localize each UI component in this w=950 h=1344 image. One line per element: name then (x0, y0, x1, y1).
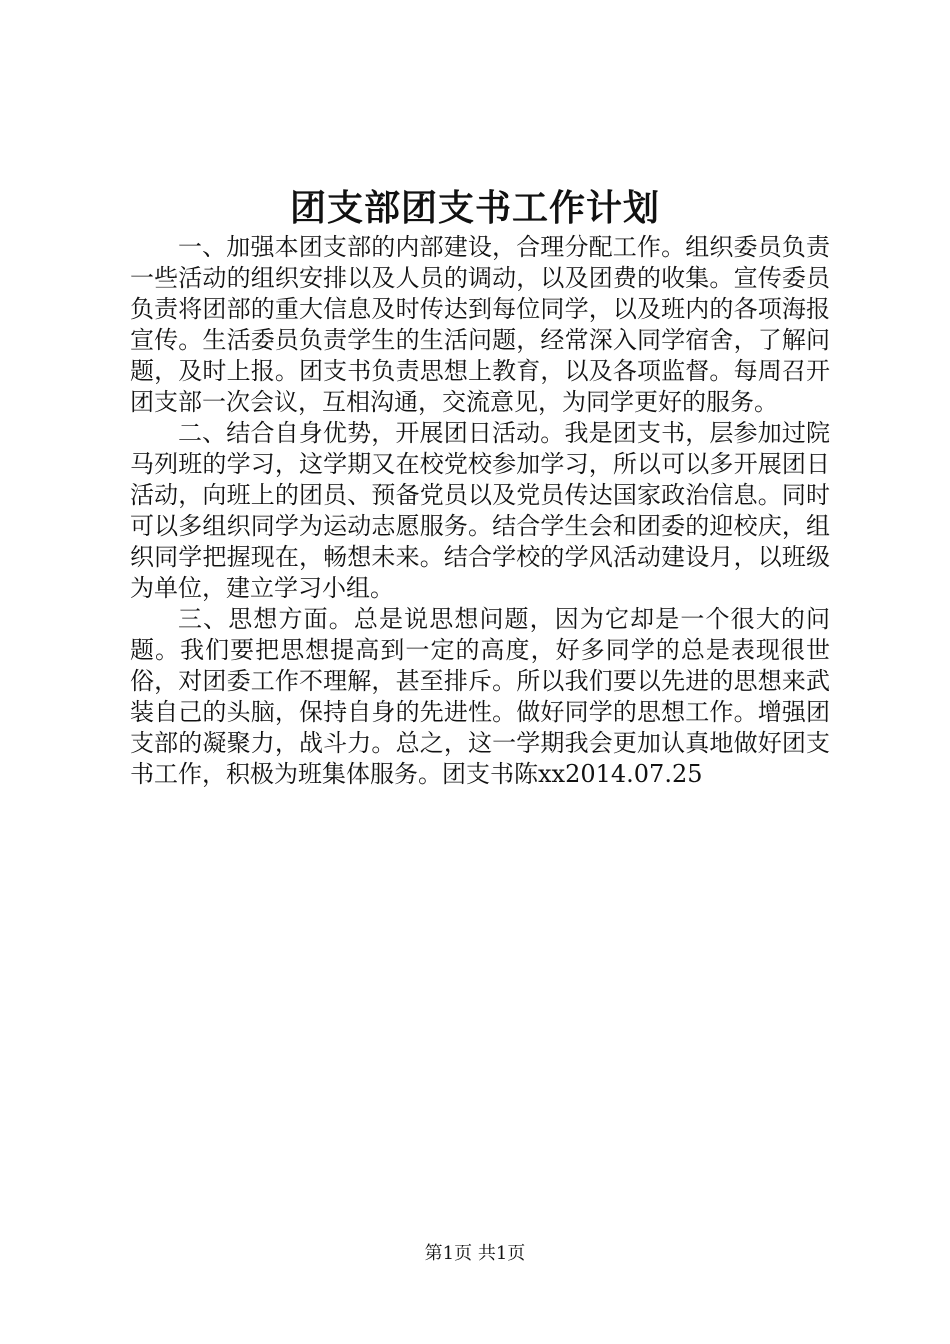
document-body (130, 232, 830, 790)
document-title: 团支部团支书工作计划 (289, 187, 660, 229)
paragraph-2: 二、结合自身优势，开展团日活动。我是团支书，层参加过院马列班的学习，这学期又在校党校参加学习，所以可以多开展团日活动，向班上的团员、预备党员以及党员传达国家政治信息。同时可以多组织同学为运动志愿服务。结合学生会和团委的迎校庆，组织同学把握现在，畅想未来。结合学校的学风活动建设月，以班级为单位，建立学习小组。 (130, 419, 830, 602)
paragraph-3: 三、思想方面。总是说思想问题，因为它却是一个很大的问题。我们要把思想提高到一定的高度，好多同学的总是表现很世俗，对团委工作不理解，甚至排斥。所以我们要以先进的思想来武装自己的头脑，保持自身的先进性。做好同学的思想工作。增强团支部的凝聚力，战斗力。总之，这一学期我会更加认真地做好团支书工作，积极为班集体服务。团支书陈xx2014.07.25 (130, 605, 830, 788)
page-footer: 第1页 共1页 (424, 1243, 526, 1264)
paragraph-1: 一、加强本团支部的内部建设，合理分配工作。组织委员负责一些活动的组织安排以及人员的调动，以及团费的收集。宣传委员负责将团部的重大信息及时传达到每位同学，以及班内的各项海报宣传。生活委员负责学生的生活问题，经常深入同学宿舍，了解问题，及时上报。团支书负责思想上教育，以及各项监督。每周召开团支部一次会议，互相沟通，交流意见，为同学更好的服务。 (130, 233, 830, 416)
